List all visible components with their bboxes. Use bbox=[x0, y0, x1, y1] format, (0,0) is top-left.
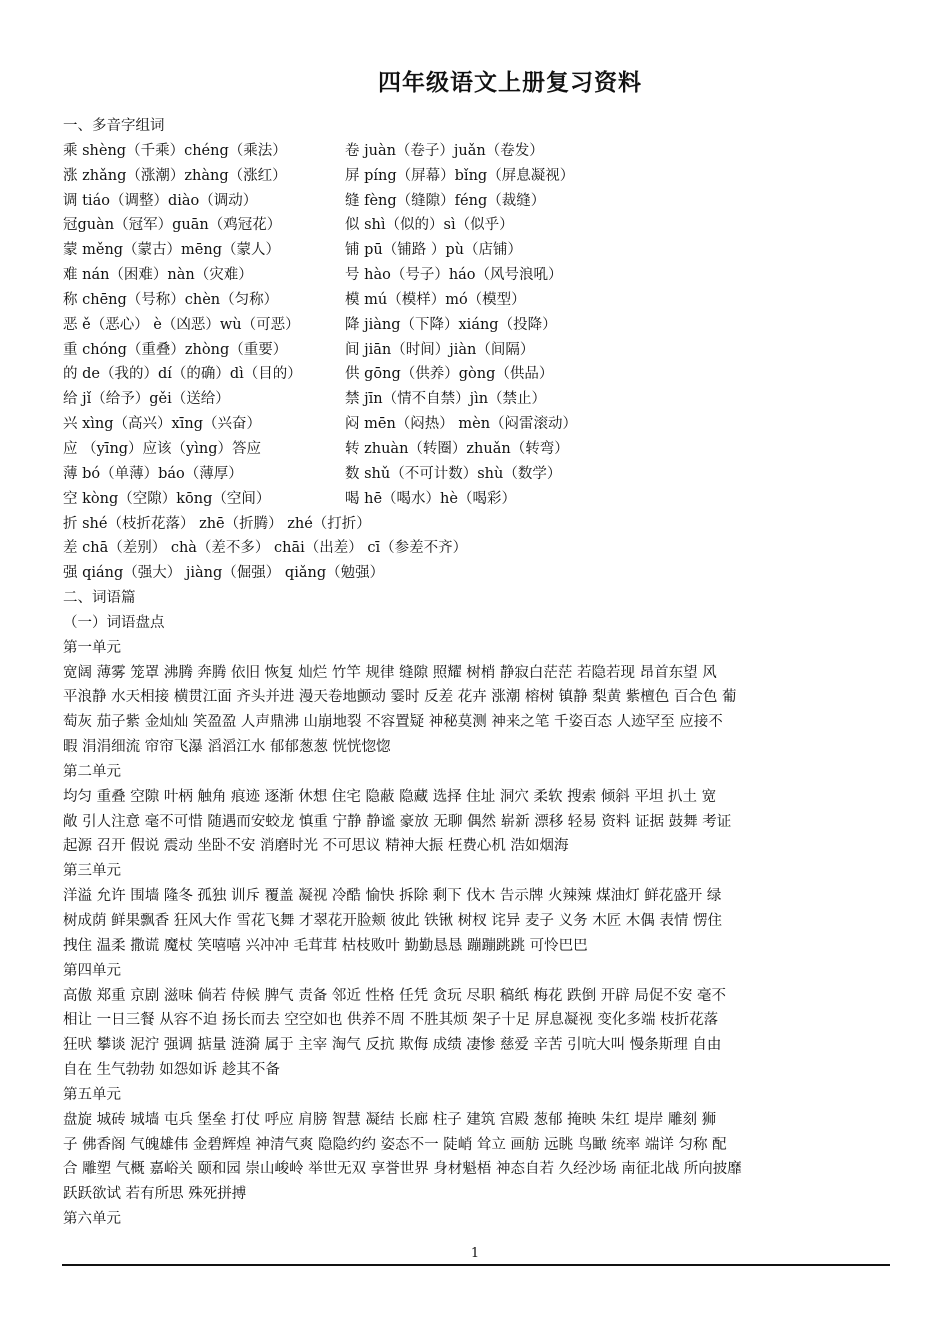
section-heading-vocabulary: 二、词语篇 bbox=[63, 590, 136, 607]
unit-word-line: 拽住 温柔 撒谎 魔杖 笑嘻嘻 兴冲冲 毛茸茸 枯枝败叶 勤勤恳恳 蹦蹦跳跳 可怜巴巴 bbox=[63, 937, 588, 954]
section-heading-polyphonic: 一、多音字组词 bbox=[63, 118, 165, 134]
polyphonic-entry-left: 应 （yīng）应该（yìng）答应 bbox=[63, 440, 262, 457]
polyphonic-row bbox=[63, 362, 889, 387]
polyphonic-single-list bbox=[63, 512, 889, 587]
unit-word-line: 均匀 重叠 空隙 叶柄 触角 痕迹 逐渐 休想 住宅 隐蔽 隐藏 选择 住址 洞穴 柔软 搜索 倾斜 平坦 扒土 宽 bbox=[63, 788, 717, 805]
polyphonic-row bbox=[63, 487, 889, 512]
unit-word-line: 起源 召开 假说 震动 坐卧不安 消磨时光 不可思议 精神大振 枉费心机 浩如烟海 bbox=[63, 838, 569, 855]
subsection-heading-word-review: （一）词语盘点 bbox=[63, 614, 165, 631]
polyphonic-row bbox=[63, 238, 889, 263]
polyphonic-row: 差 chā（差别） chà（差不多） chāi（出差） cī（参差不齐） bbox=[63, 540, 468, 557]
unit-word-line: 高傲 郑重 京剧 滋味 倘若 侍候 脾气 责备 邻近 性格 任凭 贪玩 尽职 稿纸 梅花 跌倒 开辟 局促不安 毫不 bbox=[63, 987, 726, 1004]
polyphonic-entry-right: 间 jiān（时间）jiàn（间隔） bbox=[345, 341, 535, 358]
unit-word-line: 跃跃欲试 若有所思 殊死拼搏 bbox=[63, 1186, 247, 1203]
polyphonic-entry-right: 模 mú（模样）mó（模型） bbox=[345, 291, 526, 308]
page-number: 1 bbox=[470, 1246, 480, 1261]
unit-title: 第六单元 bbox=[63, 1211, 121, 1228]
polyphonic-entry-left: 重 chóng（重叠）zhòng（重要） bbox=[63, 341, 288, 358]
polyphonic-row: 强 qiáng（强大） jiàng（倔强） qiǎng（勉强） bbox=[63, 565, 385, 582]
polyphonic-entry-right: 铺 pū（铺路 ）pù（店铺） bbox=[345, 242, 522, 259]
polyphonic-row bbox=[63, 437, 889, 462]
unit-title: 第一单元 bbox=[63, 639, 121, 656]
polyphonic-entry-right: 闷 mēn（闷热） mèn（闷雷滚动） bbox=[345, 416, 578, 433]
polyphonic-row bbox=[63, 263, 889, 288]
unit-word-line: 平浪静 水天相接 横贯江面 齐头并进 漫天卷地颤动 霎时 反差 花卉 涨潮 榕树 镇静 梨黄 紫檀色 百合色 葡 bbox=[63, 689, 737, 706]
polyphonic-list bbox=[63, 139, 889, 512]
polyphonic-entry-right: 似 shì（似的）sì（似乎） bbox=[345, 217, 514, 234]
unit-word-line: 萄灰 茄子紫 金灿灿 笑盈盈 人声鼎沸 山崩地裂 不容置疑 神秘莫测 神来之笔 千姿百态 人迹罕至 应接不 bbox=[63, 714, 723, 731]
unit-word-line: 宽阔 薄雾 笼罩 沸腾 奔腾 依旧 恢复 灿烂 竹竿 规律 缝隙 照耀 树梢 静寂白茫茫 若隐若现 昂首东望 风 bbox=[63, 664, 717, 681]
polyphonic-entry-left: 涨 zhǎng（涨潮）zhàng（涨红） bbox=[63, 167, 287, 184]
unit-word-line: 合 雕塑 气概 嘉峪关 颐和园 崇山峻岭 举世无双 享誉世界 身材魁梧 神态自若 久经沙场 南征北战 所向披靡 bbox=[63, 1161, 742, 1178]
unit-word-line: 洋溢 允许 围墙 隆冬 孤独 训斥 覆盖 凝视 冷酷 愉快 拆除 剩下 伐木 告示牌 火辣辣 煤油灯 鲜花盛开 绿 bbox=[63, 888, 722, 905]
page-title: 四年级语文上册复习资料 bbox=[378, 70, 642, 96]
polyphonic-row bbox=[63, 288, 889, 313]
polyphonic-entry-right: 禁 jīn（情不自禁）jìn（禁止） bbox=[345, 391, 547, 408]
polyphonic-row bbox=[63, 338, 889, 363]
polyphonic-entry-left: 冠guàn（冠军）guān（鸡冠花） bbox=[63, 217, 282, 234]
polyphonic-entry-left: 称 chēng（号称）chèn（匀称） bbox=[63, 291, 279, 308]
unit-word-line: 相让 一日三餐 从容不迫 扬长而去 空空如也 供养不周 不胜其烦 架子十足 屏息凝视 变化多端 枝折花落 bbox=[63, 1012, 719, 1029]
polyphonic-entry-right: 缝 fèng（缝隙）féng（裁缝） bbox=[345, 192, 546, 209]
polyphonic-entry-right: 屏 píng（屏幕）bǐng（屏息凝视） bbox=[345, 167, 575, 184]
unit-title: 第三单元 bbox=[63, 863, 121, 880]
unit-word-line: 盘旋 城砖 城墙 屯兵 堡垒 打仗 呼应 肩膀 智慧 凝结 长廊 柱子 建筑 宫殿 葱郁 掩映 朱红 堤岸 雕刻 狮 bbox=[63, 1111, 717, 1128]
polyphonic-row bbox=[63, 387, 889, 412]
polyphonic-entry-right: 供 gōng（供养）gòng（供品） bbox=[345, 366, 554, 383]
unit-word-line: 树成荫 鲜果飘香 狂风大作 雪花飞舞 才翠花开脸颊 彼此 铁锹 树杈 诧异 麦子 义务 木匠 木偶 表情 愣住 bbox=[63, 913, 723, 929]
unit-title: 第五单元 bbox=[63, 1086, 121, 1103]
polyphonic-entry-right: 喝 hē（喝水）hè（喝彩） bbox=[345, 490, 516, 507]
unit-title: 第四单元 bbox=[63, 962, 121, 979]
polyphonic-entry-left: 乘 shèng（千乘）chéng（乘法） bbox=[63, 142, 287, 159]
polyphonic-row bbox=[63, 139, 889, 164]
polyphonic-entry-right: 卷 juàn（卷子）juǎn（卷发） bbox=[345, 142, 544, 159]
polyphonic-row bbox=[63, 313, 889, 338]
polyphonic-entry-left: 调 tiáo（调整）diào（调动） bbox=[63, 192, 258, 209]
polyphonic-entry-left: 恶 ě（恶心） è（凶恶）wù（可恶） bbox=[63, 316, 300, 333]
polyphonic-entry-right: 转 zhuàn（转圈）zhuǎn（转弯） bbox=[345, 440, 569, 457]
polyphonic-row bbox=[63, 189, 889, 214]
unit-word-line: 狂吠 攀谈 泥泞 强调 掂量 涟漪 属于 主宰 淘气 反抗 欺侮 成绩 凄惨 慈爱 辛苦 引吭大叫 慢条斯理 自由 bbox=[63, 1037, 722, 1054]
polyphonic-entry-left: 蒙 měng（蒙古）mēng（蒙人） bbox=[63, 242, 281, 259]
footer-rule bbox=[62, 1264, 890, 1266]
polyphonic-row bbox=[63, 412, 889, 437]
polyphonic-entry-left: 兴 xìng（高兴）xīng（兴奋） bbox=[63, 416, 261, 433]
polyphonic-row bbox=[63, 213, 889, 238]
polyphonic-entry-left: 的 de（我的）dí（的确）dì（目的） bbox=[63, 366, 302, 383]
polyphonic-row bbox=[63, 462, 889, 487]
polyphonic-row bbox=[63, 164, 889, 189]
unit-list bbox=[63, 636, 889, 1232]
unit-title: 第二单元 bbox=[63, 763, 121, 780]
polyphonic-entry-right: 降 jiàng（下降）xiáng（投降） bbox=[345, 316, 557, 333]
polyphonic-entry-right: 数 shǔ（不可计数）shù（数学） bbox=[345, 465, 562, 482]
polyphonic-entry-left: 难 nán（困难）nàn（灾难） bbox=[63, 267, 253, 284]
polyphonic-entry-left: 空 kòng（空隙）kōng（空间） bbox=[63, 490, 271, 507]
unit-word-line: 暇 涓涓细流 帘帘飞瀑 滔滔江水 郁郁葱葱 恍恍惚惚 bbox=[63, 739, 391, 756]
unit-word-line: 敞 引人注意 毫不可惜 随遇而安蛟龙 慎重 宁静 静谧 豪放 无聊 偶然 崭新 漂移 轻易 资料 证据 鼓舞 考证 bbox=[63, 813, 732, 830]
unit-word-line: 子 佛香阁 气魄雄伟 金碧辉煌 神清气爽 隐隐约约 姿态不一 陡峭 耸立 画舫 远眺 鸟瞰 统率 端详 匀称 配 bbox=[63, 1136, 727, 1153]
polyphonic-entry-left: 给 jǐ（给予）gěi（送给） bbox=[63, 391, 230, 408]
unit-word-line: 自在 生气勃勃 如怨如诉 趁其不备 bbox=[63, 1062, 280, 1079]
polyphonic-entry-left: 薄 bó（单薄）báo（薄厚） bbox=[63, 465, 243, 482]
polyphonic-row: 折 shé（枝折花落） zhē（折腾） zhé（打折） bbox=[63, 515, 371, 532]
document-body bbox=[63, 114, 889, 1232]
polyphonic-entry-right: 号 hào（号子）háo（风号浪吼） bbox=[345, 267, 563, 284]
